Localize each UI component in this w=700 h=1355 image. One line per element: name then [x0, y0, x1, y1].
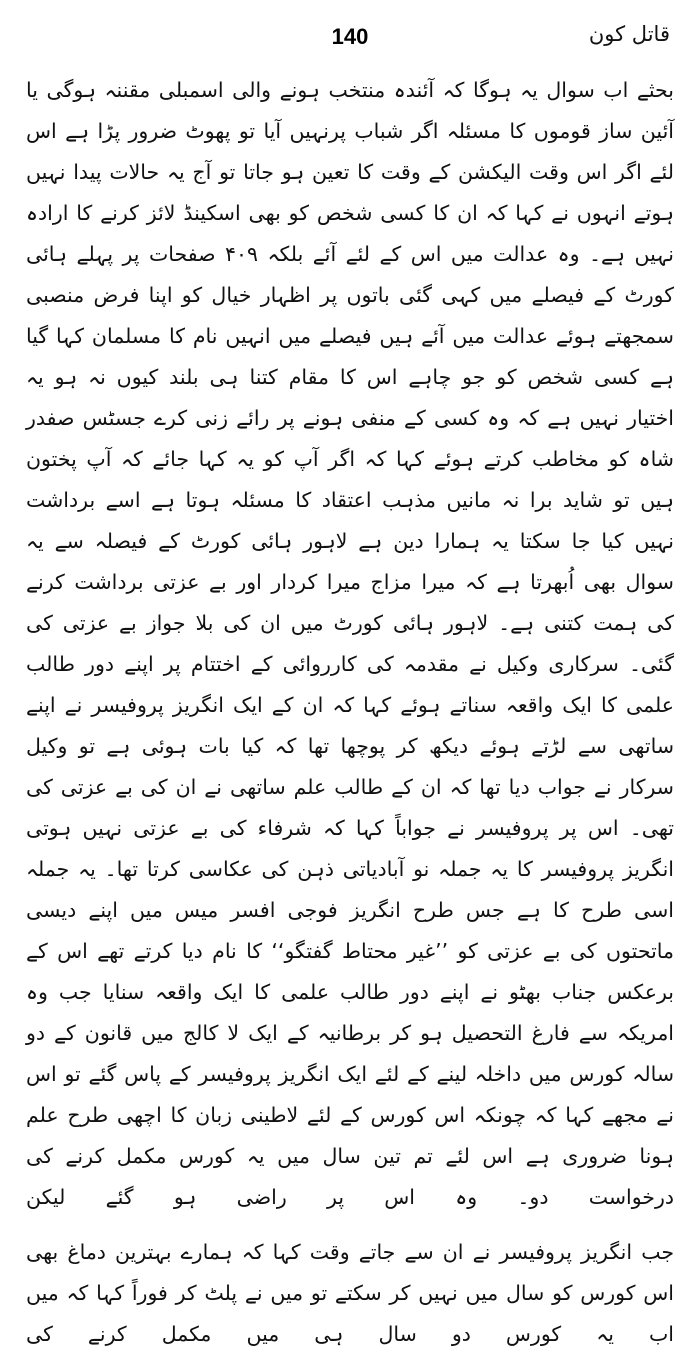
- paragraph: جب انگریز پروفیسر نے ان سے جاتے وقت کہا کہ ہمارے بہترین دماغ بھی اس کورس کو سال میں نہیں کر سکتے تو میں نے پلٹ کر فوراً کہا کہ میں اب یہ کورس دو سال ہی میں مکمل کرنے کی: [26, 1240, 674, 1346]
- paragraph-gap: [26, 1218, 674, 1232]
- book-title: قاتل کون: [588, 22, 670, 46]
- page-header: [22, 18, 678, 60]
- paragraph: بحثے اب سوال یہ ہوگا کہ آئندہ منتخب ہونے والی اسمبلی مقننہ ہوگی یا آئین ساز قوموں کا مسئلہ اگر شباب پرنہیں آیا تو پھوٹ ضرور پڑا ہے اس لئے اگر اس وقت الیکشن کے وقت کا تعین ہو جاتا تو آج یہ حالات پیدا نہیں ہوتے انہوں نے کہا کہ ان کا کسی شخص کو بھی اسکینڈ لائز کرنے کا ارادہ نہیں ہے۔ وہ عدالت میں اس کے لئے آئے بلکہ ۴۰۹ صفحات پر پہلے ہائی کورٹ کے فیصلے میں کہی گئی باتوں پر اظہار خیال کو اپنا فرض منصبی سمجھتے ہوئے عدالت میں آئے ہیں فیصلے میں انہیں نام کا مسلمان کہا گیا ہے کسی شخص کو جو چاہے اس کا مقام کتنا ہی بلند کیوں نہ ہو یہ اختیار نہیں ہے کہ وہ کسی کے منفی ہونے پر رائے زنی کرے جسٹس صفدر شاہ کو مخاطب کرتے ہوئے کہا کہ اگر آپ کو یہ کہا جائے کہ آپ پختون ہیں تو شاید برا نہ مانیں مذہب اعتقاد کا مسئلہ ہوتا ہے اسے برداشت نہیں کیا جا سکتا یہ ہمارا دین ہے لاہور ہائی کورٹ کے فیصلہ سے یہ سوال بھی اُبھرتا ہے کہ میرا مزاج میرا کردار اور بے عزتی برداشت کرنے کی ہمت کتنی ہے۔ لاہور ہائی کورٹ میں ان کی بلا جواز بے عزتی کی گئی۔ سرکاری وکیل نے مقدمہ کی کارروائی کے اختتام پر اپنے دور طالب علمی کا ایک واقعہ سناتے ہوئے کہا کہ ان کے ایک انگریز پروفیسر نے اپنے ساتھی سے لڑتے ہوئے دیکھ کر پوچھا تھا کہ کیا بات ہوئی ہے تو وکیل سرکار نے جواب دیا تھا کہ ان کے طالب علم ساتھی نے ان کی بے عزتی کی تھی۔ اس پر پروفیسر نے جواباً کہا کہ شرفاء کی بے عزتی نہیں ہوتی انگریز پروفیسر کا یہ جملہ نو آبادیاتی ذہن کی عکاسی کرتا تھا۔ یہ جملہ اسی طرح کا ہے جس طرح انگریز فوجی افسر میس میں اپنے دیسی ماتحتوں کی بے عزتی کو ’’غیر محتاط گفتگو‘‘ کا نام دیا کرتے تھے اس کے برعکس جناب بھٹو نے اپنے دور طالب علمی کا ایک واقعہ سنایا جب وہ امریکہ سے فارغ التحصیل ہو کر برطانیہ کے ایک لا کالج میں قانون کے دو سالہ کورس میں داخلہ لینے کے لئے ایک انگریز پروفیسر کے پاس گئے تو اس نے مجھے کہا کہ چونکہ اس کورس کے لئے لاطینی زبان کا اچھی طرح علم ہونا ضروری ہے اس لئے تم تین سال میں یہ کورس مکمل کرنے کی درخواست دو۔ وہ اس پر راضی ہو گئے لیکن: [26, 78, 674, 1209]
- page-number: 140: [331, 24, 369, 49]
- page-body: [22, 70, 678, 1355]
